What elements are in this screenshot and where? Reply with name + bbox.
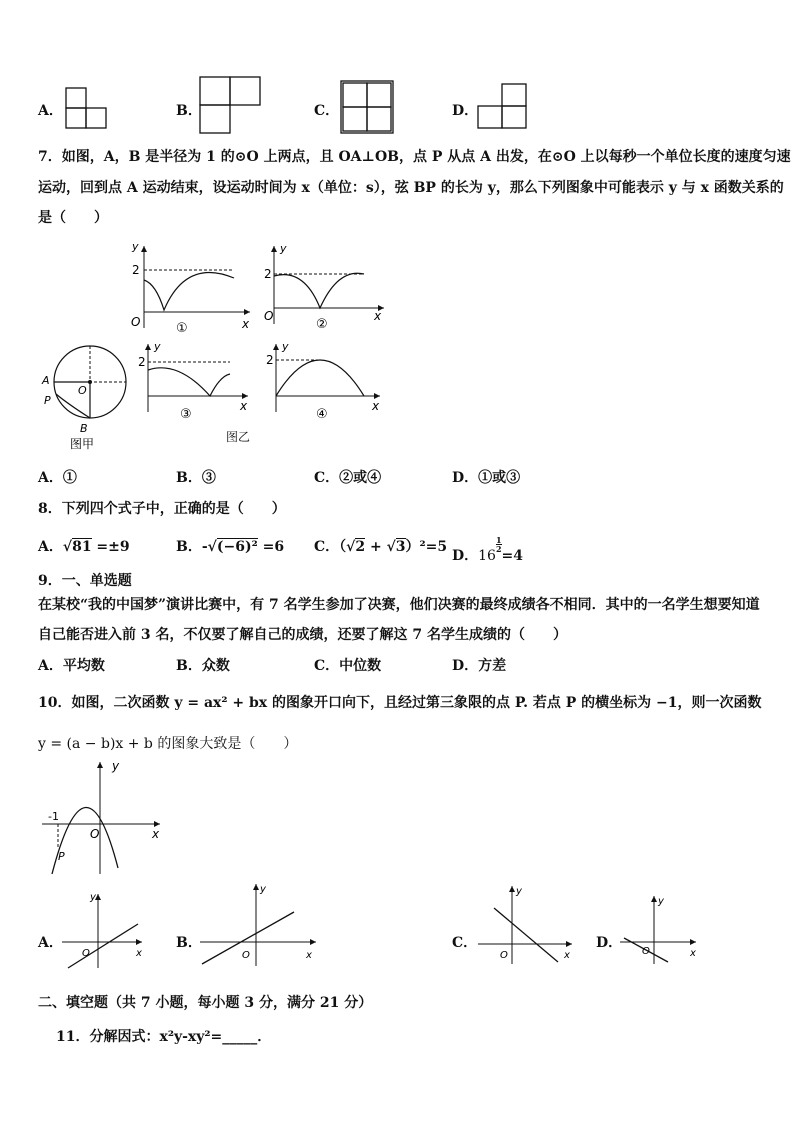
q7-stem-line2: 运动，回到点 A 运动结束，设运动时间为 x（单位：s），弦 BP 的长为 y，那么下列图象中可能表示 y 与 x 函数关系的 — [38, 180, 784, 196]
q7-caption-jia: 图甲 — [70, 437, 95, 451]
q7-option-c: C．②或④ — [314, 470, 382, 486]
q8-d-base: 16 — [478, 548, 496, 564]
q8-c-suffix: ）²=5 — [405, 539, 448, 555]
q8-a-suffix: =±9 — [91, 539, 130, 555]
section2-heading: 二、填空题（共 7 小题，每小题 3 分，满分 21 分） — [38, 995, 373, 1011]
q7-g2-tick-2: 2 — [264, 267, 272, 281]
q7-g1-y-label: y — [132, 240, 139, 253]
q7-option-d: D．①或③ — [452, 470, 521, 486]
q10-a-y: y — [90, 892, 96, 903]
q9-option-a: A．平均数 — [38, 658, 105, 674]
q8-d-prefix: D． — [452, 548, 479, 564]
q6-option-c-figure — [340, 80, 396, 134]
q8-a-prefix: A． — [38, 539, 63, 555]
q8-a-radical-sign: √ — [62, 539, 73, 555]
q8-d-exp-num: 1 — [495, 535, 502, 545]
q7-g1-number: ① — [176, 321, 188, 336]
q10-stem-line2: y = (a − b)x + b 的图象大致是（ ） — [38, 736, 298, 752]
q10-option-d-label: D． — [596, 935, 623, 951]
q7-g4-number: ④ — [316, 407, 328, 422]
q9-option-d: D．方差 — [452, 658, 507, 674]
q10-fig-neg1: -1 — [48, 810, 59, 823]
q7-g1-origin: O — [131, 315, 141, 329]
q10-fig-y-label: y — [112, 759, 120, 773]
q8-a-radicand: 81 — [72, 539, 92, 555]
q8-c-prefix: C．（ — [314, 539, 347, 555]
q7-circle-label-p: P — [44, 394, 51, 407]
q8-option-a — [38, 536, 130, 556]
q7-option-b: B．③ — [176, 470, 216, 486]
q7-circle-figure — [38, 342, 134, 454]
q6-option-a-label: A． — [38, 103, 63, 119]
q10-c-x: x — [564, 950, 570, 961]
q10-a-o: O — [82, 948, 90, 959]
q10-option-a-graph — [58, 888, 150, 972]
q8-stem: 8．下列四个式子中，正确的是（ ） — [38, 501, 286, 517]
q10-fig-x-label: x — [152, 827, 160, 841]
q9-title: 9．一、单选题 — [38, 573, 132, 589]
q10-fig-origin: O — [90, 827, 100, 841]
q8-c-radicand-1: 2 — [355, 539, 366, 555]
q11-text: 11．分解因式：x²y-xy²=_____． — [56, 1029, 272, 1045]
q6-option-b-figure — [198, 74, 264, 136]
q8-c-radical-sign-1: √ — [346, 539, 356, 555]
q6-option-c-label: C． — [314, 103, 340, 119]
q10-c-o: O — [500, 950, 508, 961]
q9-stem-line1: 在某校“我的中国梦”演讲比赛中，有 7 名学生参加了决赛，他们决赛的最终成绩各不相同．其中的一名学生想要知道 — [38, 597, 760, 613]
q9-stem-line2: 自己能否进入前 3 名，不仅要了解自己的成绩，还要了解这 7 名学生成绩的（ ） — [38, 627, 567, 643]
q6-option-a-figure — [64, 86, 110, 132]
q10-option-b-graph — [196, 880, 320, 968]
q10-b-y: y — [260, 884, 266, 895]
q8-option-d — [452, 536, 523, 565]
q10-parabola-figure — [38, 756, 168, 880]
q7-g4-tick-2: 2 — [266, 353, 274, 367]
q7-g3-number: ③ — [180, 407, 192, 422]
q10-d-x: x — [690, 948, 696, 959]
q10-option-c-graph — [474, 882, 578, 966]
q7-graph-1 — [126, 240, 256, 340]
q6-option-b-label: B． — [176, 103, 202, 119]
q10-b-o: O — [242, 950, 250, 961]
q7-graph-3 — [136, 340, 256, 426]
q7-graph-2 — [260, 240, 390, 340]
q7-g3-y-label: y — [154, 340, 161, 353]
q8-d-exp-den: 2 — [495, 544, 502, 554]
q8-c-plus: + — [365, 539, 387, 555]
q7-g3-x-label: x — [240, 399, 248, 413]
q8-b-prefix: B．- — [176, 539, 208, 555]
q10-d-y: y — [658, 896, 664, 907]
q7-g4-y-label: y — [282, 340, 289, 353]
q10-d-o: O — [642, 946, 650, 957]
q8-b-suffix: =6 — [257, 539, 285, 555]
q8-b-radicand: (−6)² — [216, 539, 258, 555]
q7-g1-tick-2: 2 — [132, 263, 140, 277]
q7-stem-line3: 是（ ） — [38, 210, 108, 226]
q10-option-b-label: B． — [176, 935, 202, 951]
q7-g2-x-label: x — [374, 309, 382, 323]
q7-stem-line1: 7．如图，A，B 是半径为 1 的⊙O 上两点，且 OA⊥OB，点 P 从点 A 出发，在⊙O 上以每秒一个单位长度的速度匀速 — [38, 149, 791, 165]
q9-option-c: C．中位数 — [314, 658, 382, 674]
q8-option-b — [176, 536, 284, 556]
q7-caption-yi: 图乙 — [226, 430, 251, 444]
q8-c-radicand-2: 3 — [395, 539, 406, 555]
q7-circle-label-b: B — [80, 422, 88, 435]
q8-b-radical-sign: √ — [207, 539, 217, 555]
q7-g2-y-label: y — [280, 242, 287, 255]
q7-g2-number: ② — [316, 317, 328, 332]
q9-option-b: B．众数 — [176, 658, 230, 674]
q7-option-a: A．① — [38, 470, 77, 486]
q7-circle-label-a: A — [42, 374, 50, 387]
q7-g3-tick-2: 2 — [138, 355, 146, 369]
q8-option-c — [314, 536, 447, 556]
q10-b-x: x — [306, 950, 312, 961]
q7-g2-origin: O — [264, 309, 274, 323]
q6-option-d-label: D． — [452, 103, 479, 119]
q6-option-d-figure — [474, 82, 530, 132]
q7-g4-x-label: x — [372, 399, 380, 413]
q10-c-y: y — [516, 886, 522, 897]
q7-g1-x-label: x — [242, 317, 250, 331]
q10-option-c-label: C． — [452, 935, 478, 951]
q10-fig-p: P — [58, 850, 65, 863]
q7-graph-4 — [262, 340, 386, 426]
q10-stem-line1: 10．如图，二次函数 y = ax² + bx 的图象开口向下，且经过第三象限的点 P. 若点 P 的横坐标为 −1，则一次函数 — [38, 695, 762, 711]
q8-d-suffix: =4 — [501, 548, 524, 564]
q10-option-d-graph — [616, 892, 702, 968]
q7-circle-label-o: O — [78, 384, 87, 397]
q8-c-radical-sign-2: √ — [386, 539, 396, 555]
q10-option-a-label: A． — [38, 935, 63, 951]
q10-a-x: x — [136, 948, 142, 959]
